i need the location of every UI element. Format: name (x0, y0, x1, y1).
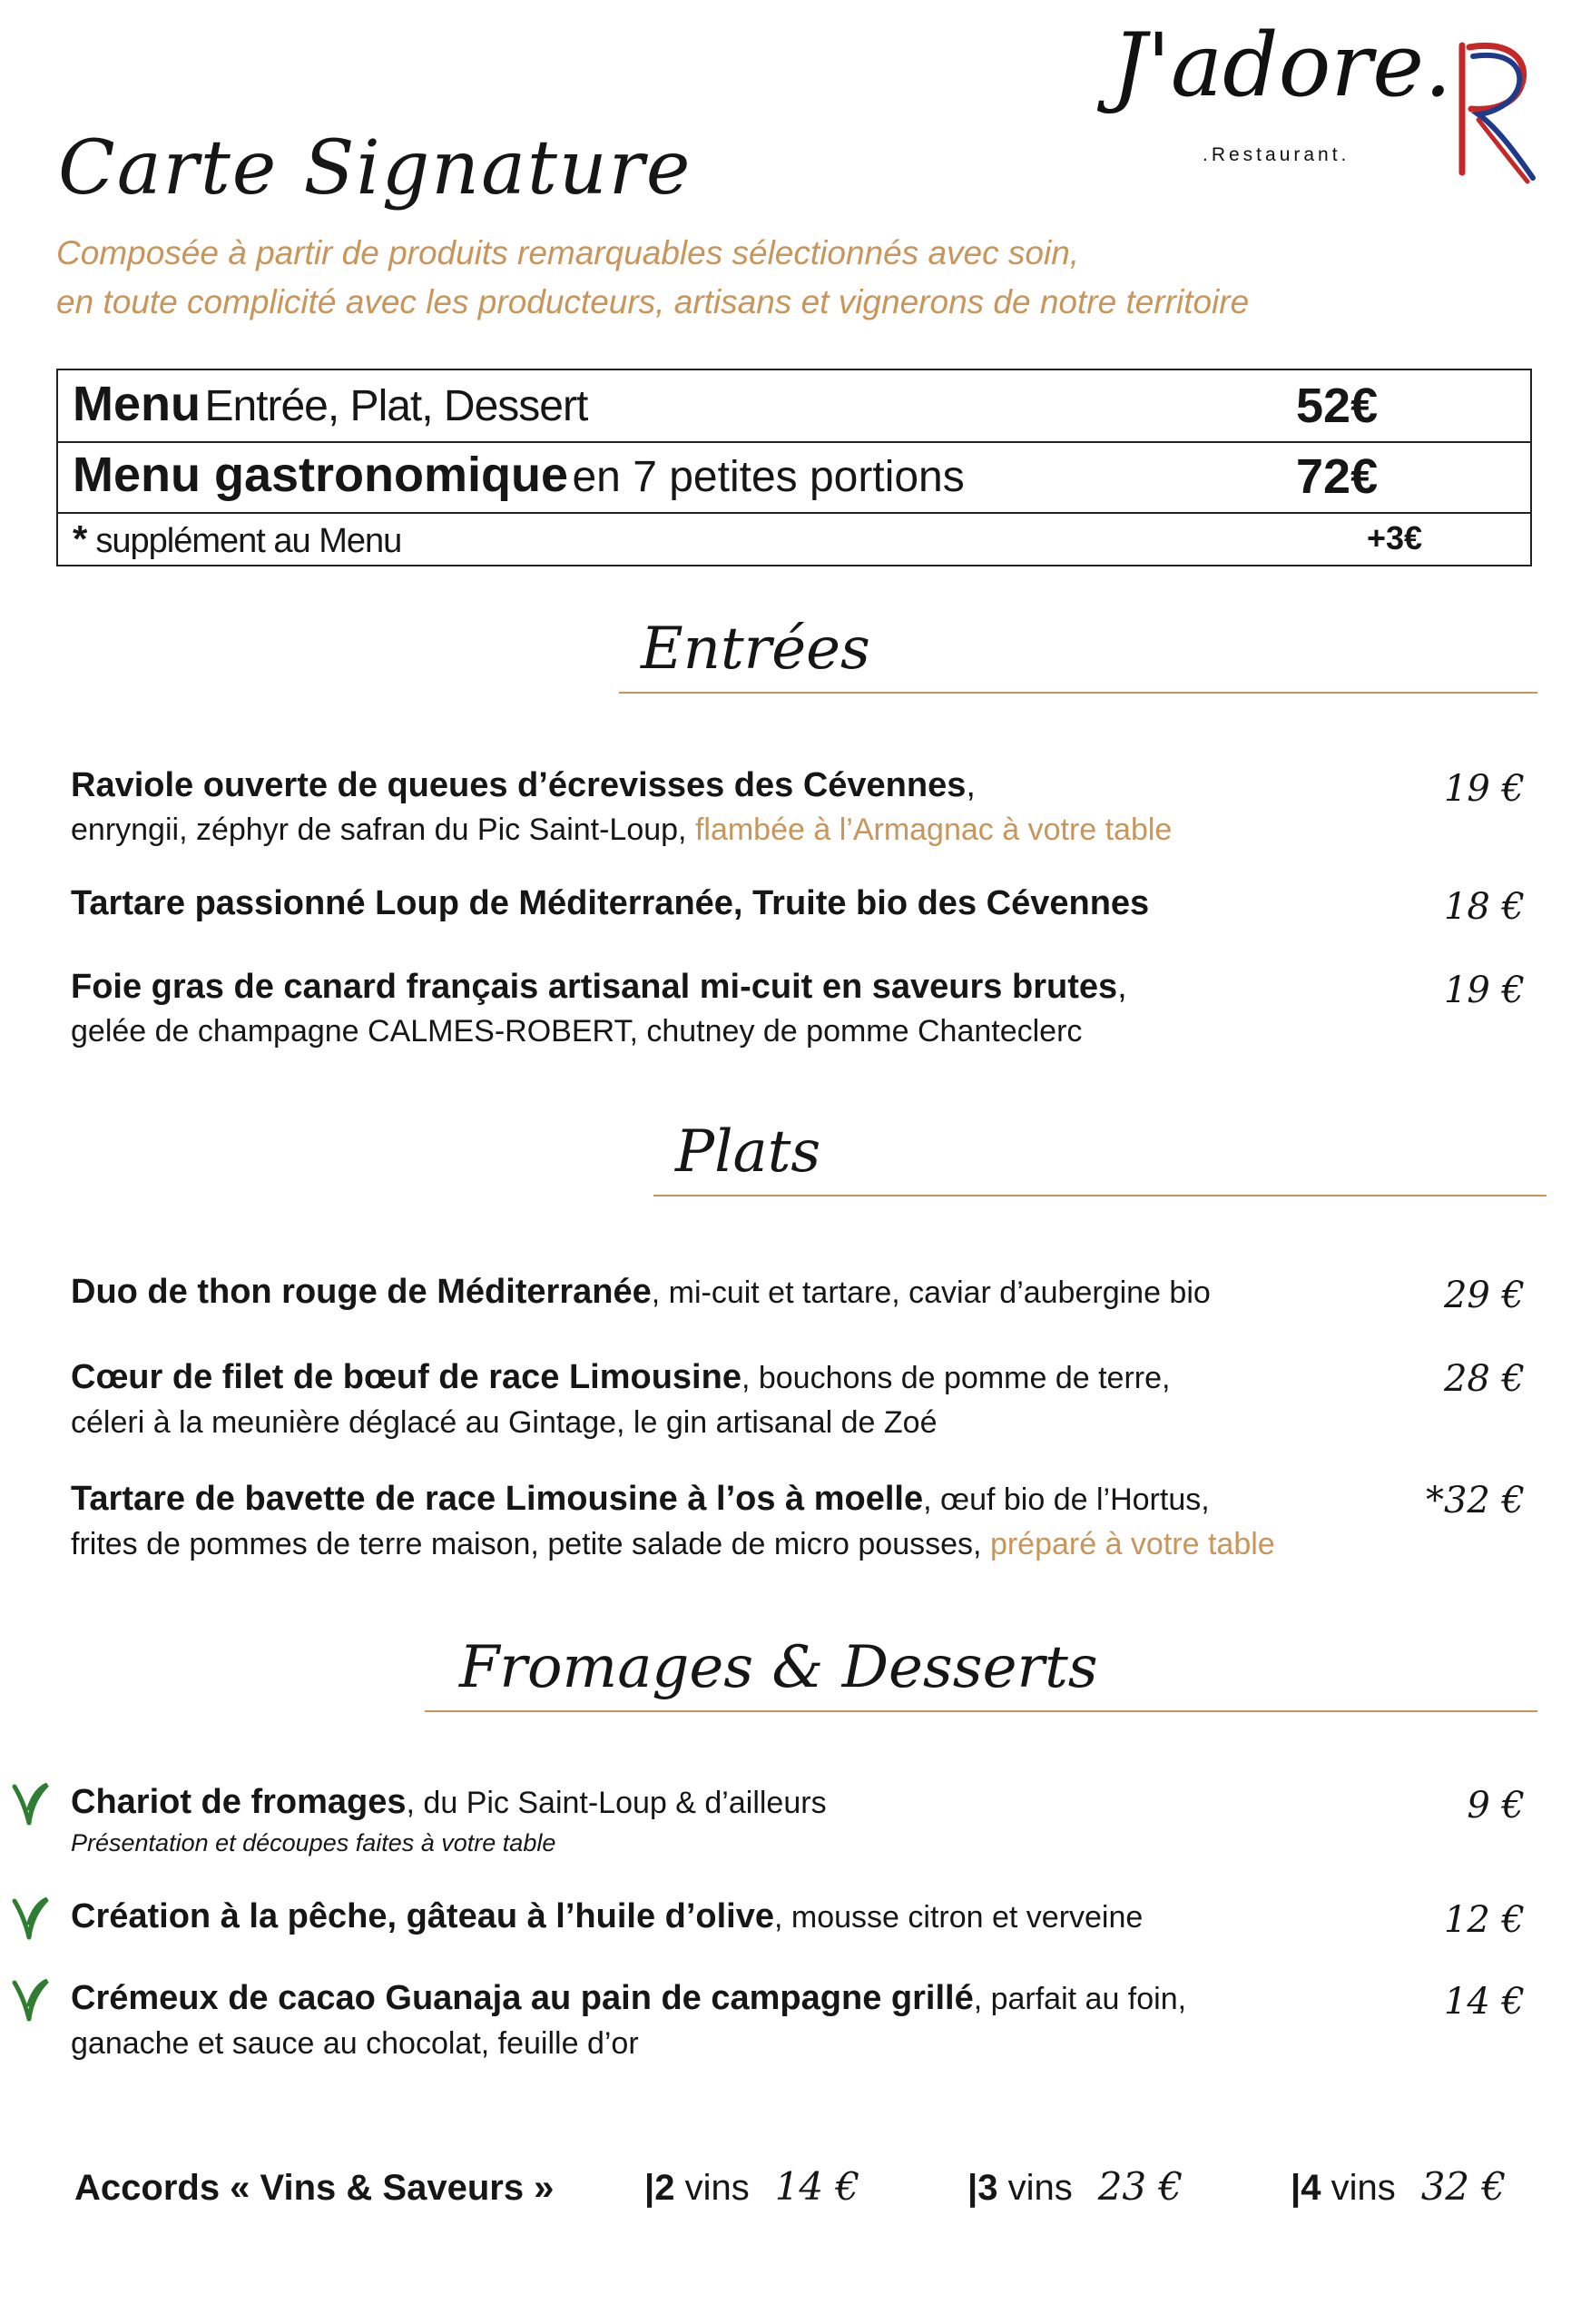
item-name: Duo de thon rouge de Méditerranée (71, 1273, 652, 1311)
item-detail: , œuf bio de l’Hortus, (923, 1482, 1210, 1517)
item-accent-note: flambée à l’Armagnac à votre table (694, 812, 1173, 847)
item-price: 29 € (1443, 1275, 1525, 1316)
pairing-count: 4 (1301, 2168, 1321, 2208)
logo-r-mark (1446, 36, 1540, 187)
menu-item (71, 964, 1396, 1053)
pairing-separator: | (967, 2168, 978, 2208)
menu-item (71, 1476, 1396, 1566)
item-description: gelée de champagne CALMES-ROBERT, chutney de pomme Chanteclerc (71, 1014, 1083, 1049)
item-detail: , du Pic Saint-Loup & d’ailleurs (406, 1786, 827, 1820)
section-title-plats: Plats (675, 1118, 821, 1186)
menu-item (71, 1354, 1396, 1444)
page-title: Carte Signature (58, 125, 692, 212)
menu-price-table (56, 369, 1532, 566)
item-name: Chariot de fromages (71, 1783, 407, 1821)
wine-pairing-label: Accords « Vins & Saveurs » (74, 2168, 555, 2208)
pairing-count: 3 (977, 2168, 998, 2208)
item-detail: , mi-cuit et tartare, caviar d’aubergine bio (651, 1275, 1211, 1310)
pairing-unit: vins (1321, 2168, 1396, 2208)
item-description: enryngii, zéphyr de safran du Pic Saint-Loup, (71, 812, 695, 847)
item-description: céleri à la meunière déglacé au Gintage, le gin artisanal de Zoé (71, 1405, 938, 1440)
menu-item (71, 1269, 1396, 1315)
item-name: Foie gras de canard français artisanal mi-cuit en saveurs brutes (71, 968, 1118, 1006)
pairing-price: 14 € (774, 2164, 860, 2209)
pairing-price: 32 € (1420, 2164, 1507, 2209)
menu-row (58, 441, 1530, 514)
item-price: 19 € (1443, 768, 1525, 810)
logo-subtext: .Restaurant. (1203, 144, 1350, 165)
pairing-unit: vins (997, 2168, 1073, 2208)
pairing-count: 2 (654, 2168, 675, 2208)
supplement-label: supplément au Menu (95, 522, 402, 560)
menu-name: Menu (73, 377, 201, 431)
pairing-separator: | (1291, 2168, 1301, 2208)
supplement-price: +3€ (1367, 519, 1423, 556)
item-price: 14 € (1443, 1981, 1525, 2023)
item-name: Raviole ouverte de queues d’écrevisses des Cévennes (71, 766, 967, 804)
leaf-icon (11, 1781, 51, 1827)
menu-price: 72€ (1296, 449, 1379, 504)
menu-item (71, 881, 1396, 926)
logo-script-text: J'adore. (1112, 15, 1452, 116)
menu-detail: Entrée, Plat, Dessert (204, 382, 588, 430)
section-title-entrees: Entrées (641, 615, 870, 683)
supplement-row (58, 512, 1530, 565)
item-price: 19 € (1443, 970, 1525, 1011)
item-description: ganache et sauce au chocolat, feuille d’or (71, 2026, 639, 2061)
section-divider (619, 692, 1537, 694)
subtitle-line-1: Composée à partir de produits remarquables sélectionnés avec soin, (56, 234, 1080, 271)
menu-row (58, 370, 1530, 443)
item-price: 18 € (1443, 886, 1525, 928)
item-name: Création à la pêche, gâteau à l’huile d’olive (71, 1897, 775, 1935)
menu-price: 52€ (1296, 379, 1379, 433)
item-note: Présentation et découpes faites à votre table (71, 1829, 556, 1856)
wine-pairing-option (967, 2164, 1183, 2209)
menu-detail: en 7 petites portions (572, 453, 965, 501)
item-detail: , mousse citron et verveine (774, 1900, 1144, 1935)
item-name: Tartare passionné Loup de Méditerranée, Truite bio des Cévennes (71, 884, 1150, 922)
restaurant-logo (1112, 15, 1540, 174)
leaf-icon (11, 1896, 51, 1941)
item-name: Tartare de bavette de race Limousine à l’os à moelle (71, 1480, 924, 1518)
menu-item (71, 1894, 1396, 1940)
item-price: 9 € (1467, 1785, 1525, 1827)
section-divider (425, 1710, 1537, 1712)
supplement-star: * (73, 517, 87, 560)
item-detail: , bouchons de pomme de terre, (741, 1361, 1171, 1395)
menu-name: Menu gastronomique (73, 448, 569, 502)
section-divider (653, 1195, 1547, 1196)
item-price: 28 € (1443, 1358, 1525, 1400)
pairing-unit: vins (674, 2168, 750, 2208)
item-accent-note: préparé à votre table (989, 1527, 1275, 1561)
wine-pairing-option (1291, 2164, 1506, 2209)
item-price: *32 € (1425, 1480, 1525, 1521)
wine-pairing-option (644, 2164, 859, 2209)
menu-item (71, 1779, 1396, 1860)
pairing-separator: | (644, 2168, 655, 2208)
item-description: frites de pommes de terre maison, petite salade de micro pousses, (71, 1527, 990, 1561)
item-name: Crémeux de cacao Guanaja au pain de campagne grillé (71, 1979, 974, 2017)
item-detail: , parfait au foin, (973, 1982, 1187, 2016)
leaf-icon (11, 1977, 51, 2023)
menu-item (71, 763, 1396, 852)
item-detail: , (966, 766, 976, 804)
item-detail: , (1117, 968, 1127, 1006)
item-price: 12 € (1443, 1899, 1525, 1941)
section-title-desserts: Fromages & Desserts (459, 1634, 1098, 1701)
pairing-price: 23 € (1097, 2164, 1183, 2209)
item-name: Cœur de filet de bœuf de race Limousine (71, 1358, 741, 1396)
menu-item (71, 1975, 1396, 2065)
subtitle-line-2: en toute complicité avec les producteurs, artisans et vignerons de notre territoire (56, 283, 1250, 320)
